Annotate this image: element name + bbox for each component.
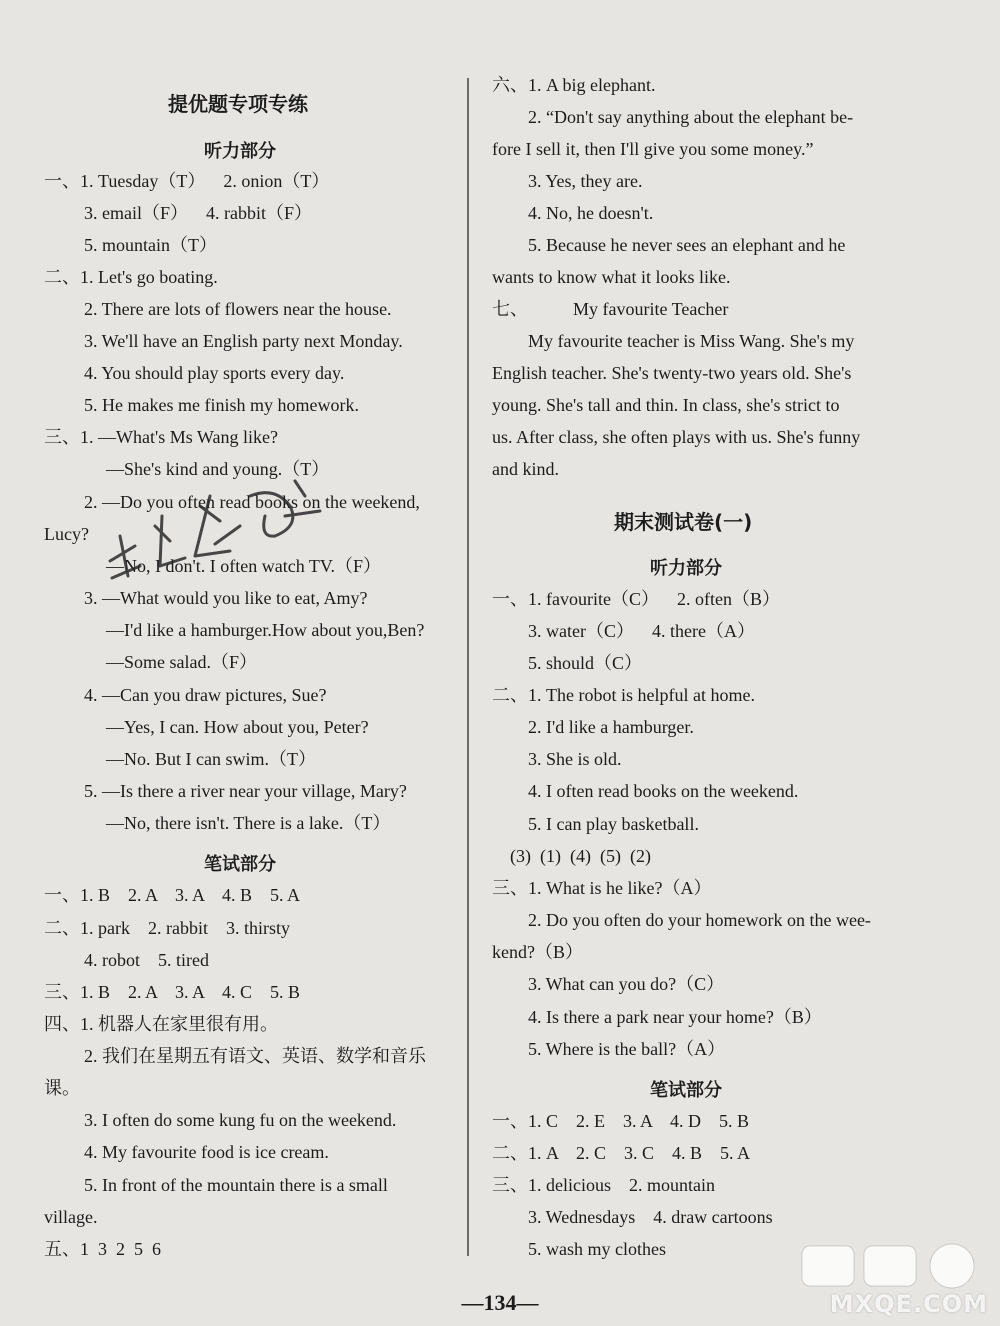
- answer-line: 4. robot 5. tired: [84, 950, 209, 970]
- answer-line: (3) (1) (4) (5) (2): [510, 846, 651, 866]
- answer-line: young. She's tall and thin. In class, she's strict to: [492, 395, 840, 415]
- answer-line: 4. My favourite food is ice cream.: [84, 1142, 329, 1162]
- answer-line: 5. He makes me finish my homework.: [84, 395, 359, 415]
- answer-line: 2. “Don't say anything about the elephant be-: [528, 107, 854, 127]
- answer-line: 3. —What would you like to eat, Amy?: [84, 588, 368, 608]
- answer-line: 4. You should play sports every day.: [84, 363, 345, 383]
- answer-line: 3. email（F） 4. rabbit（F）: [84, 203, 312, 223]
- listening-heading: 听力部分: [204, 141, 276, 162]
- listening-heading: 听力部分: [650, 558, 722, 579]
- answer-line: 4. No, he doesn't.: [528, 203, 654, 223]
- answer-line: 4. —Can you draw pictures, Sue?: [84, 685, 327, 705]
- answer-line: 2. There are lots of flowers near the house.: [84, 299, 392, 319]
- page-number: —134—: [461, 1290, 539, 1315]
- answer-line: Lucy?: [44, 524, 89, 544]
- exam-title: 期末测试卷(一): [614, 510, 753, 534]
- answer-line: —No, there isn't. There is a lake.（T）: [106, 813, 391, 833]
- answer-line: wants to know what it looks like.: [492, 267, 731, 287]
- answer-line: English teacher. She's twenty-two years old. She's: [492, 363, 852, 383]
- answer-line: us. After class, she often plays with us. She's funny: [492, 427, 861, 447]
- answer-line: 三、1. B 2. A 3. A 4. C 5. B: [44, 982, 301, 1002]
- answer-line: 二、1. Let's go boating.: [44, 267, 218, 287]
- answer-line: 5. should（C）: [528, 653, 643, 673]
- answer-line: 二、1. park 2. rabbit 3. thirsty: [44, 918, 290, 938]
- answer-line: 4. Is there a park near your home?（B）: [528, 1007, 822, 1027]
- writing-heading: 笔试部分: [204, 854, 276, 875]
- answer-line: 二、1. The robot is helpful at home.: [492, 685, 755, 705]
- answer-line: 3. She is old.: [528, 749, 622, 769]
- answer-line: 2. Do you often do your homework on the wee-: [528, 910, 871, 930]
- answer-line: —No, I don't. I often watch TV.（F）: [106, 556, 382, 576]
- answer-line: 2. —Do you often read books on the weekend,: [84, 492, 420, 512]
- answer-line: —She's kind and young.（T）: [106, 459, 330, 479]
- answer-line: 5. —Is there a river near your village, Mary?: [84, 781, 407, 801]
- answer-line: fore I sell it, then I'll give you some money.”: [492, 139, 814, 159]
- answer-line: 5. I can play basketball.: [528, 814, 699, 834]
- answer-line: 2. I'd like a hamburger.: [528, 717, 694, 737]
- answer-line: 二、1. A 2. C 3. C 4. B 5. A: [492, 1143, 751, 1163]
- answer-line: kend?（B）: [492, 942, 583, 962]
- answer-line: —I'd like a hamburger.How about you,Ben?: [106, 620, 425, 640]
- answer-line: 三、1. What is he like?（A）: [492, 878, 712, 898]
- answer-line: 一、1. favourite（C） 2. often（B）: [492, 589, 780, 609]
- watermark-url: MXQE.COM: [829, 1290, 988, 1318]
- answer-line: village.: [44, 1207, 98, 1227]
- answer-line: 5. In front of the mountain there is a small: [84, 1175, 388, 1195]
- answer-line: 三、1. —What's Ms Wang like?: [44, 427, 278, 447]
- answer-line: —Some salad.（F）: [106, 652, 257, 672]
- answer-line: 5. wash my clothes: [528, 1239, 666, 1259]
- answer-line: 三、1. delicious 2. mountain: [492, 1175, 715, 1195]
- answer-line: 3. We'll have an English party next Monday.: [84, 331, 403, 351]
- answer-line: 4. I often read books on the weekend.: [528, 781, 799, 801]
- watermark-logo-icon: [792, 1240, 992, 1290]
- writing-heading: 笔试部分: [650, 1080, 722, 1101]
- answer-line: 一、1. B 2. A 3. A 4. B 5. A: [44, 885, 301, 905]
- answer-line: 5. mountain（T）: [84, 235, 217, 255]
- answer-line: 3. Wednesdays 4. draw cartoons: [528, 1207, 773, 1227]
- answer-line: and kind.: [492, 459, 559, 479]
- column-divider: [467, 78, 469, 1256]
- answer-line: —No. But I can swim.（T）: [106, 749, 316, 769]
- answer-line: 2. 我们在星期五有语文、英语、数学和音乐: [84, 1046, 426, 1066]
- answer-line: 5. Because he never sees an elephant and he: [528, 235, 846, 255]
- answer-line: 3. water（C） 4. there（A）: [528, 621, 755, 641]
- answer-line: 一、1. Tuesday（T） 2. onion（T）: [44, 171, 330, 191]
- answer-line: 四、1. 机器人在家里很有用。: [44, 1014, 278, 1034]
- answer-line: 五、1 3 2 5 6: [44, 1239, 161, 1259]
- answer-line: 3. What can you do?（C）: [528, 974, 725, 994]
- answer-line: 六、1. A big elephant.: [492, 75, 656, 95]
- answer-line: 七、 My favourite Teacher: [492, 299, 729, 319]
- section-title: 提优题专项专练: [168, 92, 308, 116]
- answer-line: 课。: [44, 1078, 80, 1098]
- answer-line: My favourite teacher is Miss Wang. She's my: [528, 331, 855, 351]
- answer-line: 5. Where is the ball?（A）: [528, 1039, 726, 1059]
- answer-line: 3. Yes, they are.: [528, 171, 643, 191]
- watermark: [782, 1240, 992, 1320]
- answer-line: 3. I often do some kung fu on the weekend.: [84, 1110, 397, 1130]
- answer-line: 一、1. C 2. E 3. A 4. D 5. B: [492, 1111, 750, 1131]
- answer-line: —Yes, I can. How about you, Peter?: [106, 717, 369, 737]
